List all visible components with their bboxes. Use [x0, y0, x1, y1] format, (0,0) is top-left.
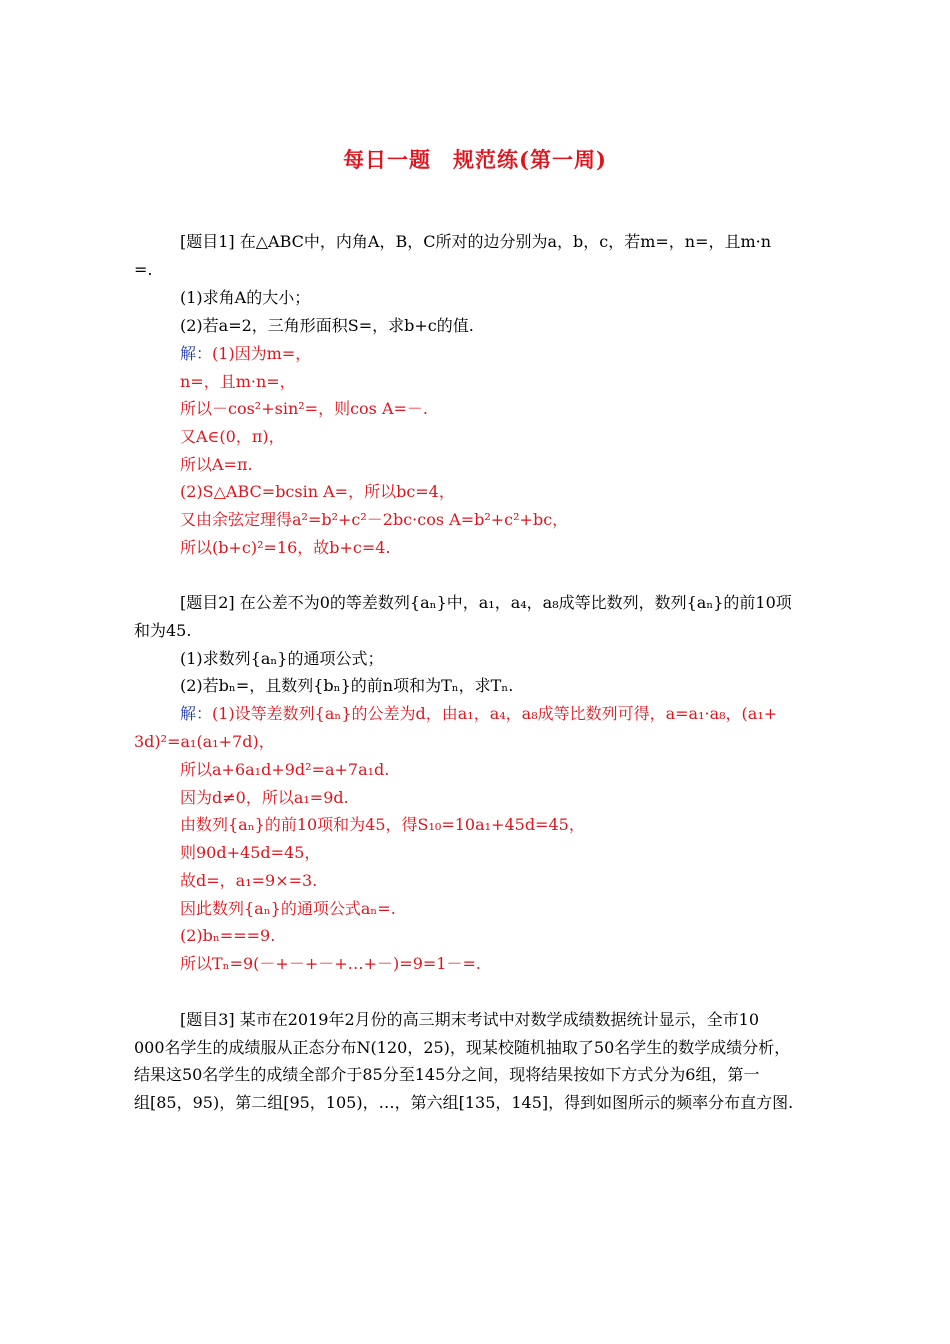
problem3-stem-line2: 000名学生的成绩服从正态分布N(120，25)，现某校随机抽取了50名学生的数学成绩分析，: [134, 1038, 791, 1057]
solution-label: 解：: [180, 344, 213, 363]
solution-text: (1)因为m=，: [212, 344, 312, 363]
problem1-part1: (1)求角A的大小；: [180, 288, 311, 307]
problem2-solution-line7: 因此数列{aₙ}的通项公式aₙ=.: [180, 899, 396, 918]
problem2-solution-line3: 因为d≠0，所以a₁=9d.: [180, 788, 349, 807]
problem2-part1: (1)求数列{aₙ}的通项公式；: [180, 649, 384, 668]
problem2-solution-line6: 故d=，a₁=9×=3.: [180, 871, 318, 890]
problem3-stem-line3: 结果这50名学生的成绩全部介于85分至145分之间，现将结果按如下方式分为6组，第一: [134, 1065, 760, 1084]
problem2-part2: (2)若bₙ=，且数列{bₙ}的前n项和为Tₙ，求Tₙ.: [180, 676, 514, 695]
problem2-solution-line9: 所以Tₙ=9(－+－+－+…+－)=9=1－=.: [180, 954, 481, 973]
problem1-solution-line4: 又A∈(0，π)，: [180, 427, 285, 446]
problem1-solution-line1: [180, 344, 311, 364]
solution-label: 解：: [180, 704, 213, 723]
problem1-solution-line6: (2)S△ABC=bcsin A=，所以bc=4，: [180, 482, 455, 501]
problem2-stem-line2: 和为45.: [134, 621, 192, 640]
problem1-solution-line3: 所以－cos²+sin²=，则cos A=－.: [180, 399, 429, 418]
problem2-solution-line8: (2)bₙ===9.: [180, 926, 276, 945]
problem2-solution-cont: 3d)²=a₁(a₁+7d)，: [134, 732, 275, 751]
problem2-stem-line1: [题目2] 在公差不为0的等差数列{aₙ}中，a₁，a₄，a₈成等比数列，数列{aₙ}的前10项: [180, 593, 792, 612]
problem1-solution-line5: 所以A=π.: [180, 455, 253, 474]
page-title: 每日一题 规范练(第一周): [343, 147, 607, 172]
problem2-solution-line1: [180, 704, 777, 724]
problem2-solution-line5: 则90d+45d=45，: [180, 843, 321, 862]
problem2-solution-line4: 由数列{aₙ}的前10项和为45，得S₁₀=10a₁+45d=45，: [180, 815, 585, 834]
problem1-solution-line2: n=，且m·n=，: [180, 372, 296, 391]
solution-text: (1)设等差数列{aₙ}的公差为d，由a₁，a₄，a₈成等比数列可得，a=a₁·a₈，(a₁+: [212, 704, 778, 723]
problem3-stem-line4: 组[85，95)，第二组[95，105)，…，第六组[135，145]，得到如图所示的频率分布直方图.: [134, 1093, 794, 1112]
problem1-solution-line7: 又由余弦定理得a²=b²+c²－2bc·cos A=b²+c²+bc，: [180, 510, 569, 529]
problem3-stem-line1: [题目3] 某市在2019年2月份的高三期末考试中对数学成绩数据统计显示，全市10: [180, 1010, 760, 1029]
problem1-stem-line2: =.: [134, 260, 153, 279]
problem1-part2: (2)若a=2，三角形面积S=，求b+c的值.: [180, 316, 474, 335]
problem1-solution-line8: 所以(b+c)²=16，故b+c=4.: [180, 538, 391, 557]
problem1-stem-line1: [题目1] 在△ABC中，内角A，B，C所对的边分别为a，b，c，若m=，n=，且m·n: [180, 232, 772, 251]
problem2-solution-line2: 所以a+6a₁d+9d²=a+7a₁d.: [180, 760, 390, 779]
